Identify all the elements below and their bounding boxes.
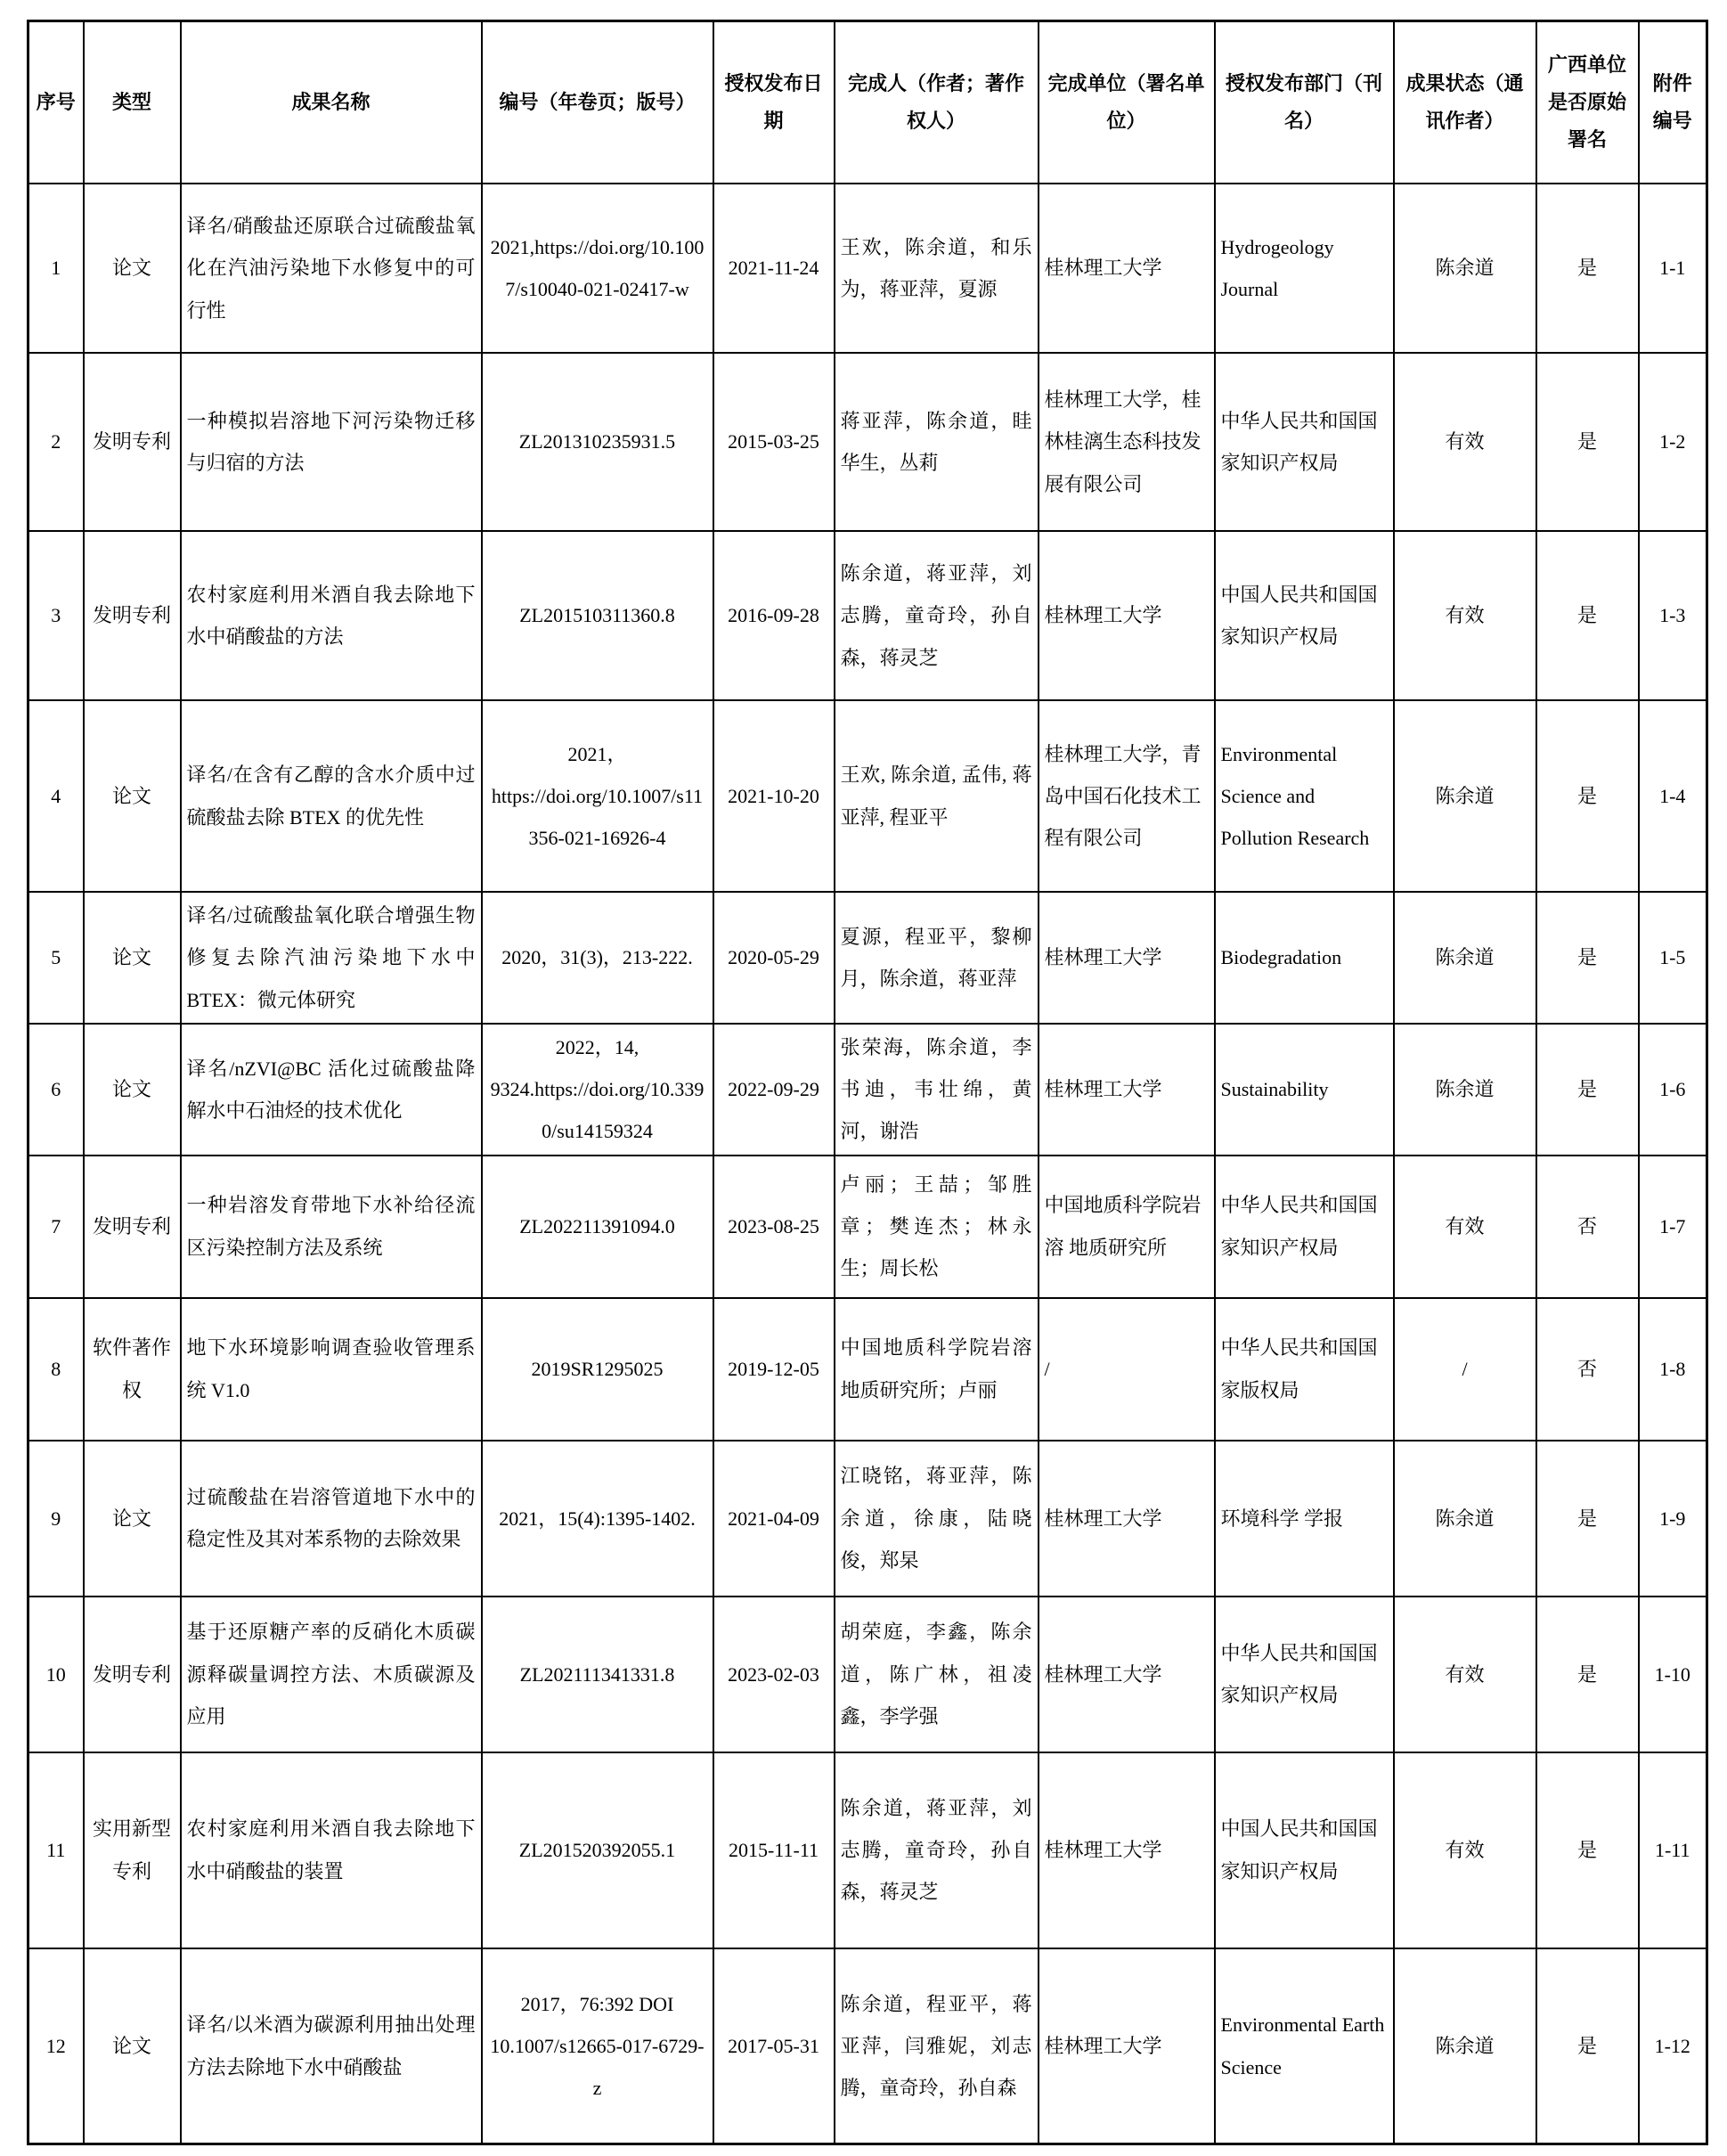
cell-r11-c3: ZL201520392055.1 — [482, 1752, 713, 1948]
cell-r6-c6: 桂林理工大学 — [1039, 1024, 1215, 1156]
cell-r11-c9: 是 — [1536, 1752, 1639, 1948]
cell-r12-c10: 1-12 — [1639, 1948, 1707, 2144]
cell-r11-c5: 陈余道，蒋亚萍，刘志腾，童奇玲，孙自森，蒋灵芝 — [835, 1752, 1039, 1948]
cell-r7-c5: 卢丽；王喆；邹胜章；樊连杰；林永生；周长松 — [835, 1156, 1039, 1298]
cell-r11-c4: 2015-11-11 — [713, 1752, 835, 1948]
cell-r11-c1: 实用新型专利 — [84, 1752, 181, 1948]
cell-r8-c8: / — [1394, 1298, 1536, 1441]
achievements-table — [27, 20, 1708, 2145]
cell-r6-c9: 是 — [1536, 1024, 1639, 1156]
table-row — [29, 1298, 1707, 1441]
cell-r11-c6: 桂林理工大学 — [1039, 1752, 1215, 1948]
cell-r10-c5: 胡荣庭，李鑫，陈余道，陈广林，祖凌鑫，李学强 — [835, 1597, 1039, 1752]
cell-r10-c6: 桂林理工大学 — [1039, 1597, 1215, 1752]
cell-r1-c8: 陈余道 — [1394, 184, 1536, 353]
cell-r1-c5: 王欢，陈余道，和乐为，蒋亚萍，夏源 — [835, 184, 1039, 353]
cell-r1-c4: 2021-11-24 — [713, 184, 835, 353]
cell-r2-c5: 蒋亚萍，陈余道，眭华生，丛莉 — [835, 353, 1039, 531]
cell-r7-c9: 否 — [1536, 1156, 1639, 1298]
table-row — [29, 700, 1707, 892]
cell-r2-c0: 2 — [29, 353, 84, 531]
cell-r10-c7: 中华人民共和国国家知识产权局 — [1215, 1597, 1394, 1752]
cell-r3-c8: 有效 — [1394, 531, 1536, 700]
cell-r8-c7: 中华人民共和国国家版权局 — [1215, 1298, 1394, 1441]
table-row — [29, 1441, 1707, 1597]
cell-r12-c6: 桂林理工大学 — [1039, 1948, 1215, 2144]
cell-r9-c0: 9 — [29, 1441, 84, 1597]
cell-r8-c10: 1-8 — [1639, 1298, 1707, 1441]
cell-r10-c9: 是 — [1536, 1597, 1639, 1752]
column-header-3: 编号（年卷页；版号） — [482, 21, 713, 184]
table-row — [29, 1597, 1707, 1752]
cell-r8-c2: 地下水环境影响调查验收管理系统 V1.0 — [181, 1298, 482, 1441]
cell-r2-c4: 2015-03-25 — [713, 353, 835, 531]
cell-r12-c4: 2017-05-31 — [713, 1948, 835, 2144]
cell-r2-c10: 1-2 — [1639, 353, 1707, 531]
cell-r9-c8: 陈余道 — [1394, 1441, 1536, 1597]
cell-r12-c9: 是 — [1536, 1948, 1639, 2144]
column-header-2: 成果名称 — [181, 21, 482, 184]
cell-r12-c2: 译名/以米酒为碳源利用抽出处理方法去除地下水中硝酸盐 — [181, 1948, 482, 2144]
cell-r2-c6: 桂林理工大学，桂林桂漓生态科技发展有限公司 — [1039, 353, 1215, 531]
cell-r6-c1: 论文 — [84, 1024, 181, 1156]
cell-r10-c10: 1-10 — [1639, 1597, 1707, 1752]
cell-r6-c5: 张荣海，陈余道，李书迪，韦壮绵，黄河，谢浩 — [835, 1024, 1039, 1156]
cell-r1-c6: 桂林理工大学 — [1039, 184, 1215, 353]
cell-r3-c7: 中国人民共和国国家知识产权局 — [1215, 531, 1394, 700]
cell-r7-c8: 有效 — [1394, 1156, 1536, 1298]
cell-r7-c1: 发明专利 — [84, 1156, 181, 1298]
cell-r2-c1: 发明专利 — [84, 353, 181, 531]
cell-r12-c0: 12 — [29, 1948, 84, 2144]
column-header-5: 完成人（作者；著作权人） — [835, 21, 1039, 184]
cell-r11-c0: 11 — [29, 1752, 84, 1948]
cell-r1-c10: 1-1 — [1639, 184, 1707, 353]
cell-r12-c8: 陈余道 — [1394, 1948, 1536, 2144]
cell-r5-c2: 译名/过硫酸盐氧化联合增强生物修复去除汽油污染地下水中BTEX：微元体研究 — [181, 892, 482, 1024]
cell-r12-c7: Environmental Earth Science — [1215, 1948, 1394, 2144]
cell-r4-c10: 1-4 — [1639, 700, 1707, 892]
cell-r10-c2: 基于还原糖产率的反硝化木质碳源释碳量调控方法、木质碳源及应用 — [181, 1597, 482, 1752]
column-header-4: 授权发布日期 — [713, 21, 835, 184]
cell-r3-c5: 陈余道，蒋亚萍，刘志腾，童奇玲，孙自森，蒋灵芝 — [835, 531, 1039, 700]
cell-r5-c10: 1-5 — [1639, 892, 1707, 1024]
cell-r7-c7: 中华人民共和国国家知识产权局 — [1215, 1156, 1394, 1298]
table-row — [29, 1752, 1707, 1948]
cell-r4-c9: 是 — [1536, 700, 1639, 892]
cell-r10-c0: 10 — [29, 1597, 84, 1752]
cell-r7-c2: 一种岩溶发育带地下水补给径流区污染控制方法及系统 — [181, 1156, 482, 1298]
cell-r5-c4: 2020-05-29 — [713, 892, 835, 1024]
cell-r3-c4: 2016-09-28 — [713, 531, 835, 700]
cell-r8-c0: 8 — [29, 1298, 84, 1441]
cell-r9-c10: 1-9 — [1639, 1441, 1707, 1597]
cell-r4-c5: 王欢, 陈余道, 孟伟, 蒋亚萍, 程亚平 — [835, 700, 1039, 892]
cell-r4-c1: 论文 — [84, 700, 181, 892]
cell-r10-c8: 有效 — [1394, 1597, 1536, 1752]
cell-r9-c5: 江晓铭，蒋亚萍，陈余道，徐康，陆晓俊，郑杲 — [835, 1441, 1039, 1597]
cell-r3-c1: 发明专利 — [84, 531, 181, 700]
cell-r2-c7: 中华人民共和国国家知识产权局 — [1215, 353, 1394, 531]
cell-r2-c8: 有效 — [1394, 353, 1536, 531]
table-row — [29, 353, 1707, 531]
cell-r9-c6: 桂林理工大学 — [1039, 1441, 1215, 1597]
column-header-0: 序号 — [29, 21, 84, 184]
cell-r8-c9: 否 — [1536, 1298, 1639, 1441]
table-row — [29, 184, 1707, 353]
cell-r4-c2: 译名/在含有乙醇的含水介质中过硫酸盐去除 BTEX 的优先性 — [181, 700, 482, 892]
cell-r5-c5: 夏源，程亚平，黎柳月，陈余道，蒋亚萍 — [835, 892, 1039, 1024]
cell-r6-c7: Sustainability — [1215, 1024, 1394, 1156]
column-header-7: 授权发布部门（刊名） — [1215, 21, 1394, 184]
table-body — [29, 184, 1707, 2144]
cell-r6-c4: 2022-09-29 — [713, 1024, 835, 1156]
cell-r1-c7: Hydrogeology Journal — [1215, 184, 1394, 353]
cell-r2-c2: 一种模拟岩溶地下河污染物迁移与归宿的方法 — [181, 353, 482, 531]
cell-r4-c6: 桂林理工大学，青岛中国石化技术工程有限公司 — [1039, 700, 1215, 892]
cell-r5-c3: 2020，31(3)，213-222. — [482, 892, 713, 1024]
cell-r8-c3: 2019SR1295025 — [482, 1298, 713, 1441]
cell-r6-c8: 陈余道 — [1394, 1024, 1536, 1156]
cell-r5-c7: Biodegradation — [1215, 892, 1394, 1024]
cell-r10-c3: ZL202111341331.8 — [482, 1597, 713, 1752]
cell-r4-c8: 陈余道 — [1394, 700, 1536, 892]
table-row — [29, 892, 1707, 1024]
cell-r8-c6: / — [1039, 1298, 1215, 1441]
table-row — [29, 531, 1707, 700]
cell-r6-c3: 2022，14, 9324.https://doi.org/10.3390/su14159324 — [482, 1024, 713, 1156]
cell-r7-c4: 2023-08-25 — [713, 1156, 835, 1298]
cell-r8-c1: 软件著作权 — [84, 1298, 181, 1441]
cell-r2-c3: ZL201310235931.5 — [482, 353, 713, 531]
cell-r8-c5: 中国地质科学院岩溶地质研究所；卢丽 — [835, 1298, 1039, 1441]
cell-r11-c8: 有效 — [1394, 1752, 1536, 1948]
table-row — [29, 1156, 1707, 1298]
cell-r3-c9: 是 — [1536, 531, 1639, 700]
cell-r3-c6: 桂林理工大学 — [1039, 531, 1215, 700]
cell-r4-c4: 2021-10-20 — [713, 700, 835, 892]
cell-r10-c4: 2023-02-03 — [713, 1597, 835, 1752]
cell-r7-c10: 1-7 — [1639, 1156, 1707, 1298]
cell-r1-c0: 1 — [29, 184, 84, 353]
cell-r4-c3: 2021，https://doi.org/10.1007/s11356-021-16926-4 — [482, 700, 713, 892]
cell-r8-c4: 2019-12-05 — [713, 1298, 835, 1441]
cell-r4-c7: Environmental Science and Pollution Research — [1215, 700, 1394, 892]
cell-r5-c6: 桂林理工大学 — [1039, 892, 1215, 1024]
cell-r11-c2: 农村家庭利用米酒自我去除地下水中硝酸盐的装置 — [181, 1752, 482, 1948]
cell-r11-c10: 1-11 — [1639, 1752, 1707, 1948]
cell-r9-c4: 2021-04-09 — [713, 1441, 835, 1597]
column-header-9: 广西单位是否原始署名 — [1536, 21, 1639, 184]
cell-r9-c1: 论文 — [84, 1441, 181, 1597]
cell-r5-c1: 论文 — [84, 892, 181, 1024]
cell-r5-c0: 5 — [29, 892, 84, 1024]
column-header-6: 完成单位（署名单位） — [1039, 21, 1215, 184]
cell-r1-c2: 译名/硝酸盐还原联合过硫酸盐氧化在汽油污染地下水修复中的可行性 — [181, 184, 482, 353]
cell-r3-c10: 1-3 — [1639, 531, 1707, 700]
cell-r11-c7: 中国人民共和国国家知识产权局 — [1215, 1752, 1394, 1948]
cell-r3-c0: 3 — [29, 531, 84, 700]
cell-r5-c8: 陈余道 — [1394, 892, 1536, 1024]
cell-r7-c3: ZL202211391094.0 — [482, 1156, 713, 1298]
cell-r9-c2: 过硫酸盐在岩溶管道地下水中的稳定性及其对苯系物的去除效果 — [181, 1441, 482, 1597]
cell-r12-c3: 2017，76:392 DOI 10.1007/s12665-017-6729-z — [482, 1948, 713, 2144]
cell-r9-c9: 是 — [1536, 1441, 1639, 1597]
table-row — [29, 1024, 1707, 1156]
cell-r4-c0: 4 — [29, 700, 84, 892]
cell-r1-c3: 2021,https://doi.org/10.1007/s10040-021-02417-w — [482, 184, 713, 353]
cell-r6-c2: 译名/nZVI@BC 活化过硫酸盐降解水中石油烃的技术优化 — [181, 1024, 482, 1156]
table-header — [29, 21, 1707, 184]
column-header-10: 附件编号 — [1639, 21, 1707, 184]
cell-r6-c10: 1-6 — [1639, 1024, 1707, 1156]
column-header-1: 类型 — [84, 21, 181, 184]
cell-r7-c0: 7 — [29, 1156, 84, 1298]
cell-r7-c6: 中国地质科学院岩溶 地质研究所 — [1039, 1156, 1215, 1298]
column-header-8: 成果状态（通讯作者） — [1394, 21, 1536, 184]
cell-r9-c3: 2021，15(4):1395-1402. — [482, 1441, 713, 1597]
cell-r2-c9: 是 — [1536, 353, 1639, 531]
cell-r1-c1: 论文 — [84, 184, 181, 353]
cell-r6-c0: 6 — [29, 1024, 84, 1156]
cell-r3-c2: 农村家庭利用米酒自我去除地下水中硝酸盐的方法 — [181, 531, 482, 700]
header-row — [29, 21, 1707, 184]
cell-r10-c1: 发明专利 — [84, 1597, 181, 1752]
cell-r12-c5: 陈余道，程亚平，蒋亚萍，闫雅妮，刘志腾，童奇玲，孙自森 — [835, 1948, 1039, 2144]
cell-r12-c1: 论文 — [84, 1948, 181, 2144]
cell-r1-c9: 是 — [1536, 184, 1639, 353]
cell-r9-c7: 环境科学 学报 — [1215, 1441, 1394, 1597]
cell-r3-c3: ZL201510311360.8 — [482, 531, 713, 700]
table-row — [29, 1948, 1707, 2144]
cell-r5-c9: 是 — [1536, 892, 1639, 1024]
